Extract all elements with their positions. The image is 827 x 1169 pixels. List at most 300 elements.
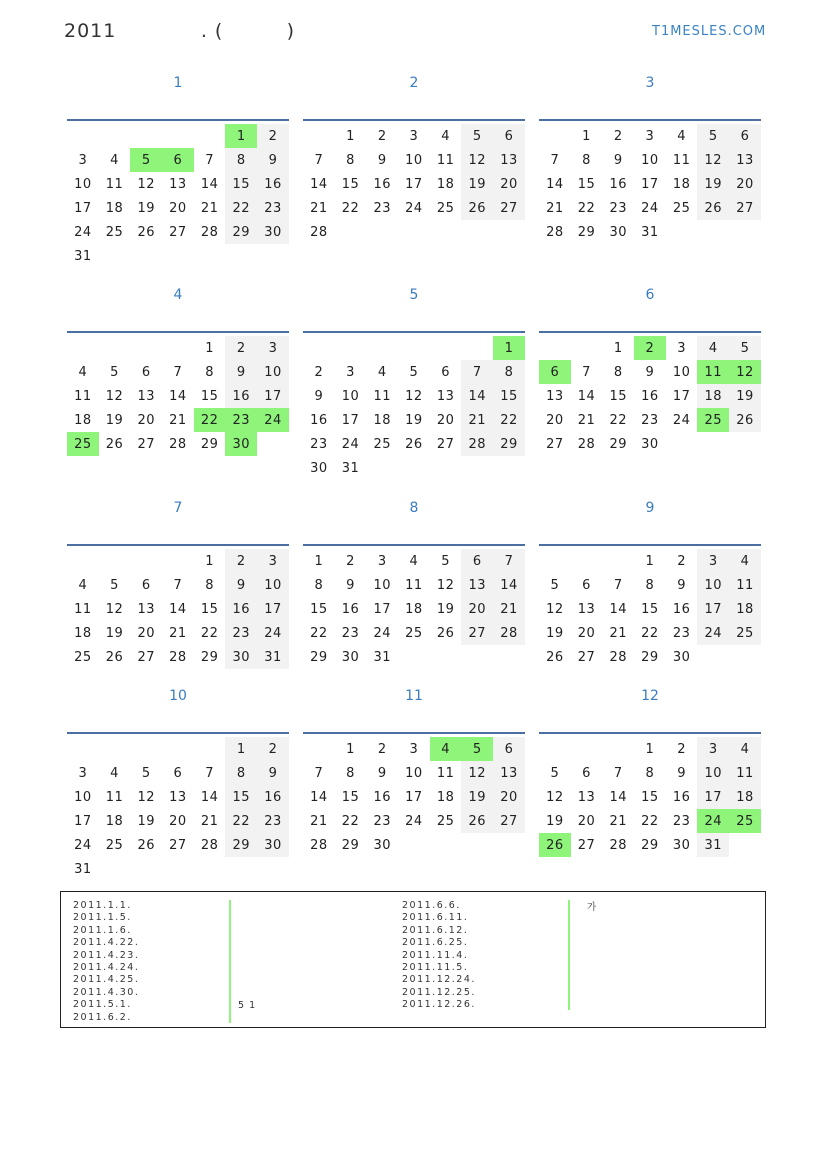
day-cell: 6 [441, 364, 450, 380]
day-cell: 26 [697, 196, 729, 220]
day-cell: 22 [341, 200, 360, 216]
day-cell: 16 [373, 789, 391, 805]
day-cell: 3 [677, 340, 686, 356]
day-cell: 9 [613, 152, 623, 168]
day-cell: 24 [74, 224, 92, 240]
day-cell: 16 [672, 789, 691, 805]
day-cell: 4 [409, 553, 419, 569]
empty-cell [461, 336, 493, 360]
holiday-day: 25 [67, 432, 99, 456]
day-cell: 19 [461, 785, 493, 809]
empty-cell [130, 124, 162, 148]
month-days [539, 336, 761, 456]
day-cell: 19 [137, 813, 155, 829]
day-cell: 17 [697, 785, 729, 809]
day-cell: 10 [257, 573, 289, 597]
day-cell: 11 [105, 176, 124, 192]
day-cell: 20 [577, 813, 596, 829]
day-cell: 27 [169, 224, 187, 240]
day-cell: 14 [310, 789, 328, 805]
page-title: 2011 . ( ) [64, 20, 296, 42]
empty-cell [366, 336, 398, 360]
day-cell: 1 [645, 553, 655, 569]
day-cell: 16 [225, 384, 257, 408]
day-cell: 31 [74, 248, 92, 264]
empty-cell [602, 737, 634, 761]
day-cell: 5 [110, 577, 119, 593]
day-cell: 1 [205, 553, 214, 569]
month-rule [539, 331, 761, 333]
day-cell: 13 [577, 789, 596, 805]
day-cell: 13 [137, 601, 155, 617]
day-cell: 18 [105, 813, 124, 829]
day-cell: 21 [200, 813, 219, 829]
day-cell: 17 [341, 412, 360, 428]
day-cell: 17 [257, 384, 289, 408]
day-cell: 23 [373, 813, 391, 829]
day-cell: 27 [137, 436, 155, 452]
month-rule [539, 732, 761, 734]
day-cell: 27 [546, 436, 564, 452]
day-cell: 2 [225, 336, 257, 360]
day-cell: 30 [257, 833, 289, 857]
empty-cell [539, 549, 571, 573]
day-cell: 13 [493, 761, 525, 785]
day-cell: 28 [200, 224, 219, 240]
day-cell: 23 [373, 200, 391, 216]
month-rule [539, 119, 761, 121]
day-cell: 9 [225, 573, 257, 597]
day-cell: 16 [257, 172, 289, 196]
holiday-day: 24 [697, 809, 729, 833]
day-cell: 29 [200, 649, 219, 665]
day-cell: 21 [169, 625, 187, 641]
day-cell: 8 [314, 577, 324, 593]
day-cell: 4 [441, 128, 450, 144]
site-link[interactable]: T1MESLES.COM [652, 24, 767, 39]
empty-cell [539, 336, 571, 360]
day-cell: 26 [436, 625, 455, 641]
day-cell: 18 [74, 412, 92, 428]
day-cell: 6 [141, 364, 151, 380]
day-cell: 15 [493, 384, 525, 408]
month-12 [539, 685, 761, 853]
month-title: 7 [173, 500, 183, 516]
day-cell: 4 [677, 128, 686, 144]
day-cell: 4 [729, 737, 761, 761]
day-cell: 7 [173, 577, 183, 593]
day-cell: 2 [346, 553, 355, 569]
month-days [539, 737, 761, 857]
holiday-day: 4 [430, 737, 462, 761]
holiday-day: 1 [493, 336, 525, 360]
day-cell: 20 [169, 813, 187, 829]
day-cell: 13 [729, 148, 761, 172]
day-cell: 24 [697, 621, 729, 645]
day-cell: 16 [641, 388, 659, 404]
day-cell: 2 [314, 364, 324, 380]
month-8 [303, 497, 525, 665]
day-cell: 19 [697, 172, 729, 196]
day-cell: 7 [314, 765, 324, 781]
day-cell: 11 [74, 601, 92, 617]
day-cell: 5 [697, 124, 729, 148]
day-cell: 9 [377, 765, 387, 781]
day-cell: 16 [310, 412, 328, 428]
month-title: 3 [645, 75, 655, 91]
day-cell: 16 [609, 176, 627, 192]
month-11 [303, 685, 525, 853]
day-cell: 14 [493, 573, 525, 597]
day-cell: 22 [341, 813, 360, 829]
day-cell: 3 [78, 765, 88, 781]
holiday-date: 2011.1.1. [73, 900, 132, 911]
day-cell: 6 [582, 577, 591, 593]
day-cell: 19 [405, 412, 423, 428]
day-cell: 13 [461, 573, 493, 597]
month-rule [303, 331, 525, 333]
day-cell: 28 [310, 837, 328, 853]
day-cell: 29 [225, 833, 257, 857]
holiday-dates-right [402, 900, 476, 1012]
day-cell: 3 [346, 364, 355, 380]
month-6 [539, 284, 761, 452]
day-cell: 1 [314, 553, 324, 569]
day-cell: 8 [346, 765, 355, 781]
month-rule [67, 732, 289, 734]
day-cell: 8 [205, 364, 214, 380]
day-cell: 9 [645, 364, 655, 380]
day-cell: 25 [436, 200, 455, 216]
day-cell: 27 [461, 621, 493, 645]
empty-cell [130, 549, 162, 573]
day-cell: 2 [377, 741, 387, 757]
day-cell: 13 [546, 388, 564, 404]
holiday-day: 25 [697, 408, 729, 432]
month-days [303, 124, 525, 244]
day-cell: 11 [729, 573, 761, 597]
day-cell: 8 [346, 152, 355, 168]
day-cell: 20 [436, 412, 455, 428]
month-days [67, 737, 289, 881]
day-cell: 14 [546, 176, 564, 192]
month-title: 11 [405, 688, 423, 704]
day-cell: 16 [341, 601, 360, 617]
holiday-date: 2011.1.6. [73, 924, 132, 936]
day-cell: 12 [546, 789, 564, 805]
day-cell: 6 [582, 765, 591, 781]
empty-cell [602, 549, 634, 573]
day-cell: 12 [546, 601, 564, 617]
day-cell: 26 [105, 649, 124, 665]
day-cell: 11 [74, 388, 92, 404]
day-cell: 18 [405, 601, 423, 617]
month-rule [67, 331, 289, 333]
day-cell: 19 [546, 813, 564, 829]
day-cell: 22 [609, 412, 627, 428]
holiday-day: 26 [539, 833, 571, 857]
month-days [67, 549, 289, 669]
day-cell: 20 [169, 200, 187, 216]
holiday-date: 2011.12.25. [402, 986, 476, 998]
month-3 [539, 72, 761, 240]
day-cell: 5 [110, 364, 119, 380]
day-cell: 15 [341, 176, 360, 192]
day-cell: 20 [493, 785, 525, 809]
month-1 [67, 72, 289, 264]
holiday-date: 2011.4.23. [73, 949, 140, 961]
day-cell: 13 [577, 601, 596, 617]
day-cell: 15 [200, 388, 219, 404]
day-cell: 7 [205, 765, 214, 781]
holiday-date: 2011.6.25. [402, 937, 469, 949]
day-cell: 11 [405, 577, 423, 593]
month-days [539, 549, 761, 669]
day-cell: 20 [729, 172, 761, 196]
day-cell: 3 [409, 741, 419, 757]
day-cell: 12 [697, 148, 729, 172]
day-cell: 18 [105, 200, 124, 216]
day-cell: 5 [461, 124, 493, 148]
day-cell: 19 [436, 601, 455, 617]
day-cell: 21 [169, 412, 187, 428]
day-cell: 14 [200, 789, 219, 805]
day-cell: 22 [641, 625, 659, 641]
holiday-date: 2011.4.25. [73, 974, 140, 986]
empty-cell [99, 124, 131, 148]
month-10 [67, 685, 289, 877]
day-cell: 27 [577, 649, 596, 665]
day-cell: 17 [641, 176, 659, 192]
day-cell: 20 [137, 625, 155, 641]
holiday-day: 5 [130, 148, 162, 172]
day-cell: 29 [200, 436, 219, 452]
day-cell: 4 [697, 336, 729, 360]
day-cell: 30 [341, 649, 360, 665]
day-cell: 1 [205, 340, 214, 356]
day-cell: 10 [641, 152, 659, 168]
holiday-day: 6 [539, 360, 571, 384]
day-cell: 12 [436, 577, 455, 593]
day-cell: 15 [225, 785, 257, 809]
day-cell: 21 [577, 412, 596, 428]
empty-cell [162, 124, 194, 148]
day-cell: 27 [729, 196, 761, 220]
day-cell: 20 [577, 625, 596, 641]
holiday-day: 5 [461, 737, 493, 761]
day-cell: 17 [405, 176, 423, 192]
day-cell: 5 [409, 364, 419, 380]
day-cell: 11 [729, 761, 761, 785]
day-cell: 4 [110, 765, 119, 781]
day-cell: 25 [436, 813, 455, 829]
day-cell: 26 [729, 408, 761, 432]
day-cell: 27 [577, 837, 596, 853]
month-5 [303, 284, 525, 476]
day-cell: 22 [225, 809, 257, 833]
day-cell: 7 [314, 152, 324, 168]
day-cell: 26 [137, 837, 155, 853]
day-cell: 23 [672, 625, 691, 641]
day-cell: 18 [74, 625, 92, 641]
day-cell: 5 [141, 765, 151, 781]
day-cell: 10 [74, 789, 92, 805]
day-cell: 22 [225, 196, 257, 220]
day-cell: 28 [546, 224, 564, 240]
empty-cell [130, 336, 162, 360]
day-cell: 7 [173, 364, 183, 380]
holiday-day: 24 [257, 408, 289, 432]
day-cell: 15 [641, 601, 659, 617]
day-cell: 15 [225, 172, 257, 196]
day-cell: 10 [405, 765, 423, 781]
day-cell: 5 [550, 765, 560, 781]
holiday-day: 30 [225, 432, 257, 456]
day-cell: 4 [78, 364, 88, 380]
day-cell: 6 [493, 124, 525, 148]
day-cell: 27 [493, 196, 525, 220]
day-cell: 9 [257, 761, 289, 785]
empty-cell [539, 124, 571, 148]
day-cell: 8 [225, 761, 257, 785]
day-cell: 31 [373, 649, 391, 665]
day-cell: 29 [225, 220, 257, 244]
day-cell: 12 [137, 789, 155, 805]
day-cell: 15 [609, 388, 627, 404]
day-cell: 21 [310, 200, 328, 216]
day-cell: 2 [225, 549, 257, 573]
holiday-date: 2011.4.24. [73, 962, 140, 974]
day-cell: 28 [169, 649, 187, 665]
month-rule [303, 119, 525, 121]
day-cell: 30 [257, 220, 289, 244]
day-cell: 25 [405, 625, 423, 641]
day-cell: 31 [257, 645, 289, 669]
day-cell: 24 [257, 621, 289, 645]
day-cell: 17 [74, 813, 92, 829]
day-cell: 1 [225, 737, 257, 761]
empty-cell [162, 336, 194, 360]
day-cell: 4 [78, 577, 88, 593]
holiday-date: 2011.11.5. [402, 962, 469, 974]
day-cell: 1 [613, 340, 623, 356]
month-days [539, 124, 761, 244]
empty-cell [430, 336, 462, 360]
day-cell: 2 [257, 124, 289, 148]
day-cell: 1 [645, 741, 655, 757]
day-cell: 28 [461, 432, 493, 456]
day-cell: 21 [609, 813, 627, 829]
day-cell: 10 [341, 388, 360, 404]
day-cell: 14 [609, 789, 627, 805]
day-cell: 19 [729, 384, 761, 408]
day-cell: 2 [677, 553, 686, 569]
day-cell: 15 [341, 789, 360, 805]
month-title: 9 [645, 500, 655, 516]
day-cell: 18 [697, 384, 729, 408]
holiday-date: 2011.12.26. [402, 999, 476, 1011]
empty-cell [303, 336, 335, 360]
day-cell: 6 [461, 549, 493, 573]
day-cell: 29 [641, 649, 659, 665]
day-cell: 8 [493, 360, 525, 384]
month-days [303, 336, 525, 480]
day-cell: 15 [200, 601, 219, 617]
day-cell: 23 [257, 809, 289, 833]
month-7 [67, 497, 289, 665]
day-cell: 10 [257, 360, 289, 384]
day-cell: 19 [137, 200, 155, 216]
day-cell: 12 [105, 601, 124, 617]
empty-cell [99, 737, 131, 761]
day-cell: 13 [493, 148, 525, 172]
day-cell: 30 [672, 837, 691, 853]
month-days [303, 549, 525, 669]
month-rule [67, 119, 289, 121]
day-cell: 11 [105, 789, 124, 805]
empty-cell [194, 737, 226, 761]
holiday-day: 1 [225, 124, 257, 148]
day-cell: 12 [461, 148, 493, 172]
day-cell: 20 [493, 172, 525, 196]
day-cell: 3 [645, 128, 655, 144]
day-cell: 9 [377, 152, 387, 168]
month-title: 6 [645, 287, 655, 303]
month-title: 12 [641, 688, 659, 704]
day-cell: 4 [377, 364, 387, 380]
day-cell: 22 [310, 625, 328, 641]
day-cell: 11 [436, 152, 455, 168]
day-cell: 24 [672, 412, 691, 428]
day-cell: 31 [74, 861, 92, 877]
day-cell: 12 [461, 761, 493, 785]
empty-cell [67, 549, 99, 573]
holiday-day: 6 [162, 148, 194, 172]
day-cell: 12 [137, 176, 155, 192]
day-cell: 1 [346, 741, 355, 757]
holiday-bar-right [568, 900, 570, 1010]
day-cell: 16 [257, 785, 289, 809]
day-cell: 28 [169, 436, 187, 452]
holiday-date: 2011.4.30. [73, 986, 140, 998]
empty-cell [335, 336, 367, 360]
day-cell: 2 [613, 128, 623, 144]
day-cell: 31 [341, 460, 360, 476]
month-title: 10 [169, 688, 187, 704]
day-cell: 19 [546, 625, 564, 641]
holiday-date: 2011.6.12. [402, 924, 469, 936]
month-days [67, 336, 289, 456]
day-cell: 29 [493, 432, 525, 456]
day-cell: 10 [74, 176, 92, 192]
day-cell: 11 [672, 152, 691, 168]
day-cell: 11 [436, 765, 455, 781]
day-cell: 27 [169, 837, 187, 853]
empty-cell [130, 737, 162, 761]
day-cell: 18 [729, 597, 761, 621]
day-cell: 15 [577, 176, 596, 192]
day-cell: 30 [672, 649, 691, 665]
empty-cell [99, 336, 131, 360]
day-cell: 10 [373, 577, 391, 593]
holiday-note-right: 가 [587, 902, 598, 913]
day-cell: 13 [169, 176, 187, 192]
empty-cell [398, 336, 430, 360]
day-cell: 7 [550, 152, 560, 168]
day-cell: 14 [310, 176, 328, 192]
day-cell: 24 [74, 837, 92, 853]
day-cell: 3 [409, 128, 419, 144]
